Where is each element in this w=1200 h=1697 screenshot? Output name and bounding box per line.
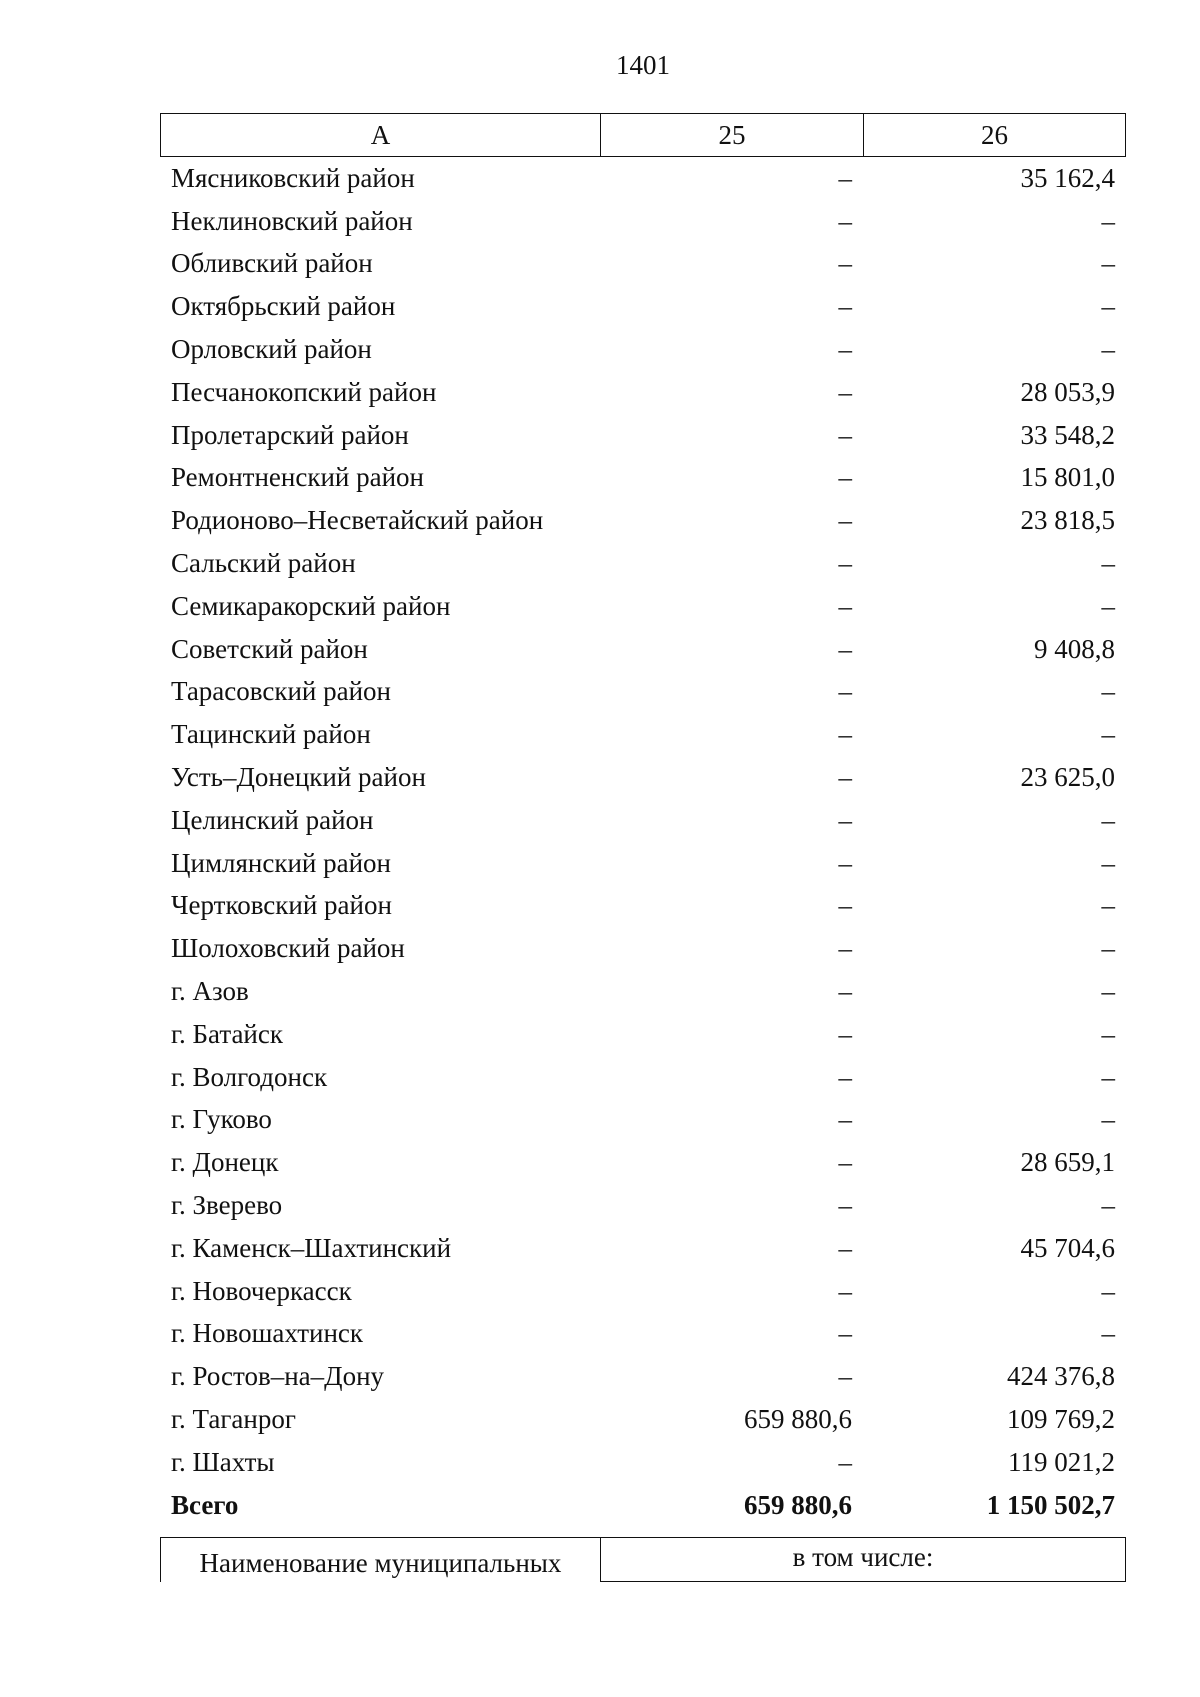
table-row [160,885,1126,928]
table-row [160,671,1126,714]
table-row [160,970,1126,1013]
value-col-25: – [838,976,852,1007]
table-row [160,414,1126,457]
value-col-26: 15 801,0 [1020,462,1115,493]
value-col-26: – [1101,548,1115,579]
table-row [160,157,1126,200]
value-col-26: – [1101,1018,1115,1049]
value-col-25: – [838,1361,852,1392]
municipality-name: г. Азов [171,976,249,1007]
municipality-name: г. Новошахтинск [171,1318,363,1349]
value-col-25: – [838,248,852,279]
municipality-name: Родионово–Несветайский район [171,505,544,536]
value-col-25: – [838,847,852,878]
value-col-25: – [838,1104,852,1135]
value-col-25: – [838,933,852,964]
municipality-name: Чертковский район [171,890,392,921]
municipality-name: Семикаракорский район [171,590,451,621]
municipality-name: г. Ростов–на–Дону [171,1361,385,1392]
value-col-25: – [838,890,852,921]
value-col-26: 9 408,8 [1034,633,1115,664]
table-row [160,1355,1126,1398]
table-row [160,457,1126,500]
value-col-25: – [838,1232,852,1263]
municipality-name: Сальский район [171,548,356,579]
value-col-26: – [1101,205,1115,236]
next-table-header [160,1537,1126,1582]
value-col-26: 424 376,8 [1007,1361,1115,1392]
value-col-25: – [838,419,852,450]
value-col-26: 109 769,2 [1007,1404,1115,1434]
value-col-26: 28 659,1 [1020,1147,1115,1178]
municipality-name: г. Волгодонск [171,1061,328,1092]
table-row [160,542,1126,585]
municipality-name: Песчанокопский район [171,376,437,407]
value-col-26: – [1101,847,1115,878]
header-col-26: 26 [981,119,1008,150]
table-row [160,285,1126,328]
table-row [160,585,1126,628]
table-row [160,1227,1126,1270]
value-col-25: – [838,505,852,536]
value-col-25: – [838,291,852,322]
value-col-25: – [838,1190,852,1221]
table-row [160,499,1126,542]
municipality-name: Усть–Донецкий район [171,762,426,793]
header-municipal-name: Наименование муниципальных [161,1538,601,1582]
table-header [160,113,1126,157]
municipality-name: Советский район [171,633,368,664]
value-col-25: – [838,762,852,793]
table-row [160,243,1126,286]
value-col-26: – [1101,334,1115,365]
municipality-name: Мясниковский район [171,162,415,193]
value-col-26: 33 548,2 [1020,419,1115,450]
total-label: Всего [171,1489,239,1520]
table-row [160,1141,1126,1184]
municipality-name: Тарасовский район [171,676,391,707]
table-row [160,713,1126,756]
header-col-25: 25 [601,114,864,156]
municipality-name: Цимлянский район [171,847,392,878]
value-col-25: 659 880,6 [744,1404,852,1434]
value-col-26: – [1101,291,1115,322]
municipality-name: Тацинский район [171,719,371,750]
value-col-25: – [838,1318,852,1349]
value-col-25: – [838,1061,852,1092]
total-value-25: 659 880,6 [744,1489,852,1520]
municipality-name: г. Зверево [171,1190,283,1221]
table-row [160,1099,1126,1142]
total-row [160,1484,1126,1527]
table-row [160,756,1126,799]
municipality-name: Шолоховский район [171,933,405,964]
table-row [160,1313,1126,1356]
value-col-25: – [838,676,852,707]
value-col-25: – [838,804,852,835]
value-col-26: 23 818,5 [1020,505,1115,536]
table-row [160,842,1126,885]
value-col-26: – [1101,676,1115,707]
table-row [160,628,1126,671]
municipality-name: Обливский район [171,248,373,279]
page-number: 1401 [616,50,670,80]
municipality-name: Орловский район [171,334,372,365]
table-body [160,157,1126,1484]
municipality-name: Целинский район [171,804,374,835]
value-col-25: – [838,548,852,579]
municipality-name: Неклиновский район [171,205,413,236]
value-col-26: – [1101,933,1115,964]
municipality-name: г. Новочеркасск [171,1275,352,1306]
value-col-26: – [1101,590,1115,621]
value-col-26: – [1101,804,1115,835]
value-col-26: 119 021,2 [1008,1446,1115,1477]
header-including: в том числе: [601,1538,1125,1582]
municipality-name: Ремонтненский район [171,462,424,493]
value-col-26: – [1101,1061,1115,1092]
value-col-26: – [1101,719,1115,750]
municipality-name: Пролетарский район [171,419,409,450]
municipality-name: г. Гуково [171,1104,272,1135]
value-col-26: 23 625,0 [1020,762,1115,793]
value-col-26: 28 053,9 [1020,376,1115,407]
value-col-25: – [838,633,852,664]
value-col-25: – [838,462,852,493]
table-row [160,371,1126,414]
value-col-25: – [838,590,852,621]
table-row [160,1270,1126,1313]
table-row [160,200,1126,243]
municipality-name: г. Таганрог [171,1404,296,1434]
value-col-25: – [838,1275,852,1306]
header-col-a: А [161,114,601,156]
value-col-25: – [838,1147,852,1178]
value-col-25: – [838,334,852,365]
value-col-25: – [838,205,852,236]
table-row [160,1056,1126,1099]
value-col-26: – [1101,1104,1115,1135]
value-col-25: – [838,376,852,407]
value-col-25: – [838,1018,852,1049]
table-row [160,799,1126,842]
value-col-25: – [838,719,852,750]
total-value-26: 1 150 502,7 [986,1489,1115,1520]
municipality-name: Октябрьский район [171,291,396,322]
value-col-26: 45 704,6 [1020,1232,1115,1263]
table-row [160,927,1126,970]
value-col-26: – [1101,1190,1115,1221]
municipality-name: г. Донецк [171,1147,279,1178]
table-row [160,1184,1126,1227]
value-col-25: – [838,1446,852,1477]
table-row [160,328,1126,371]
table-row [160,1398,1126,1441]
value-col-26: – [1101,1318,1115,1349]
value-col-26: – [1101,1275,1115,1306]
value-col-25: – [838,162,852,193]
municipality-name: г. Шахты [171,1446,275,1477]
value-col-26: – [1101,976,1115,1007]
municipality-name: г. Каменск–Шахтинский [171,1232,452,1263]
municipality-name: г. Батайск [171,1018,283,1049]
value-col-26: – [1101,890,1115,921]
value-col-26: 35 162,4 [1020,162,1115,193]
table-row [160,1013,1126,1056]
table-row [160,1441,1126,1484]
value-col-26: – [1101,248,1115,279]
data-table [160,113,1126,1582]
